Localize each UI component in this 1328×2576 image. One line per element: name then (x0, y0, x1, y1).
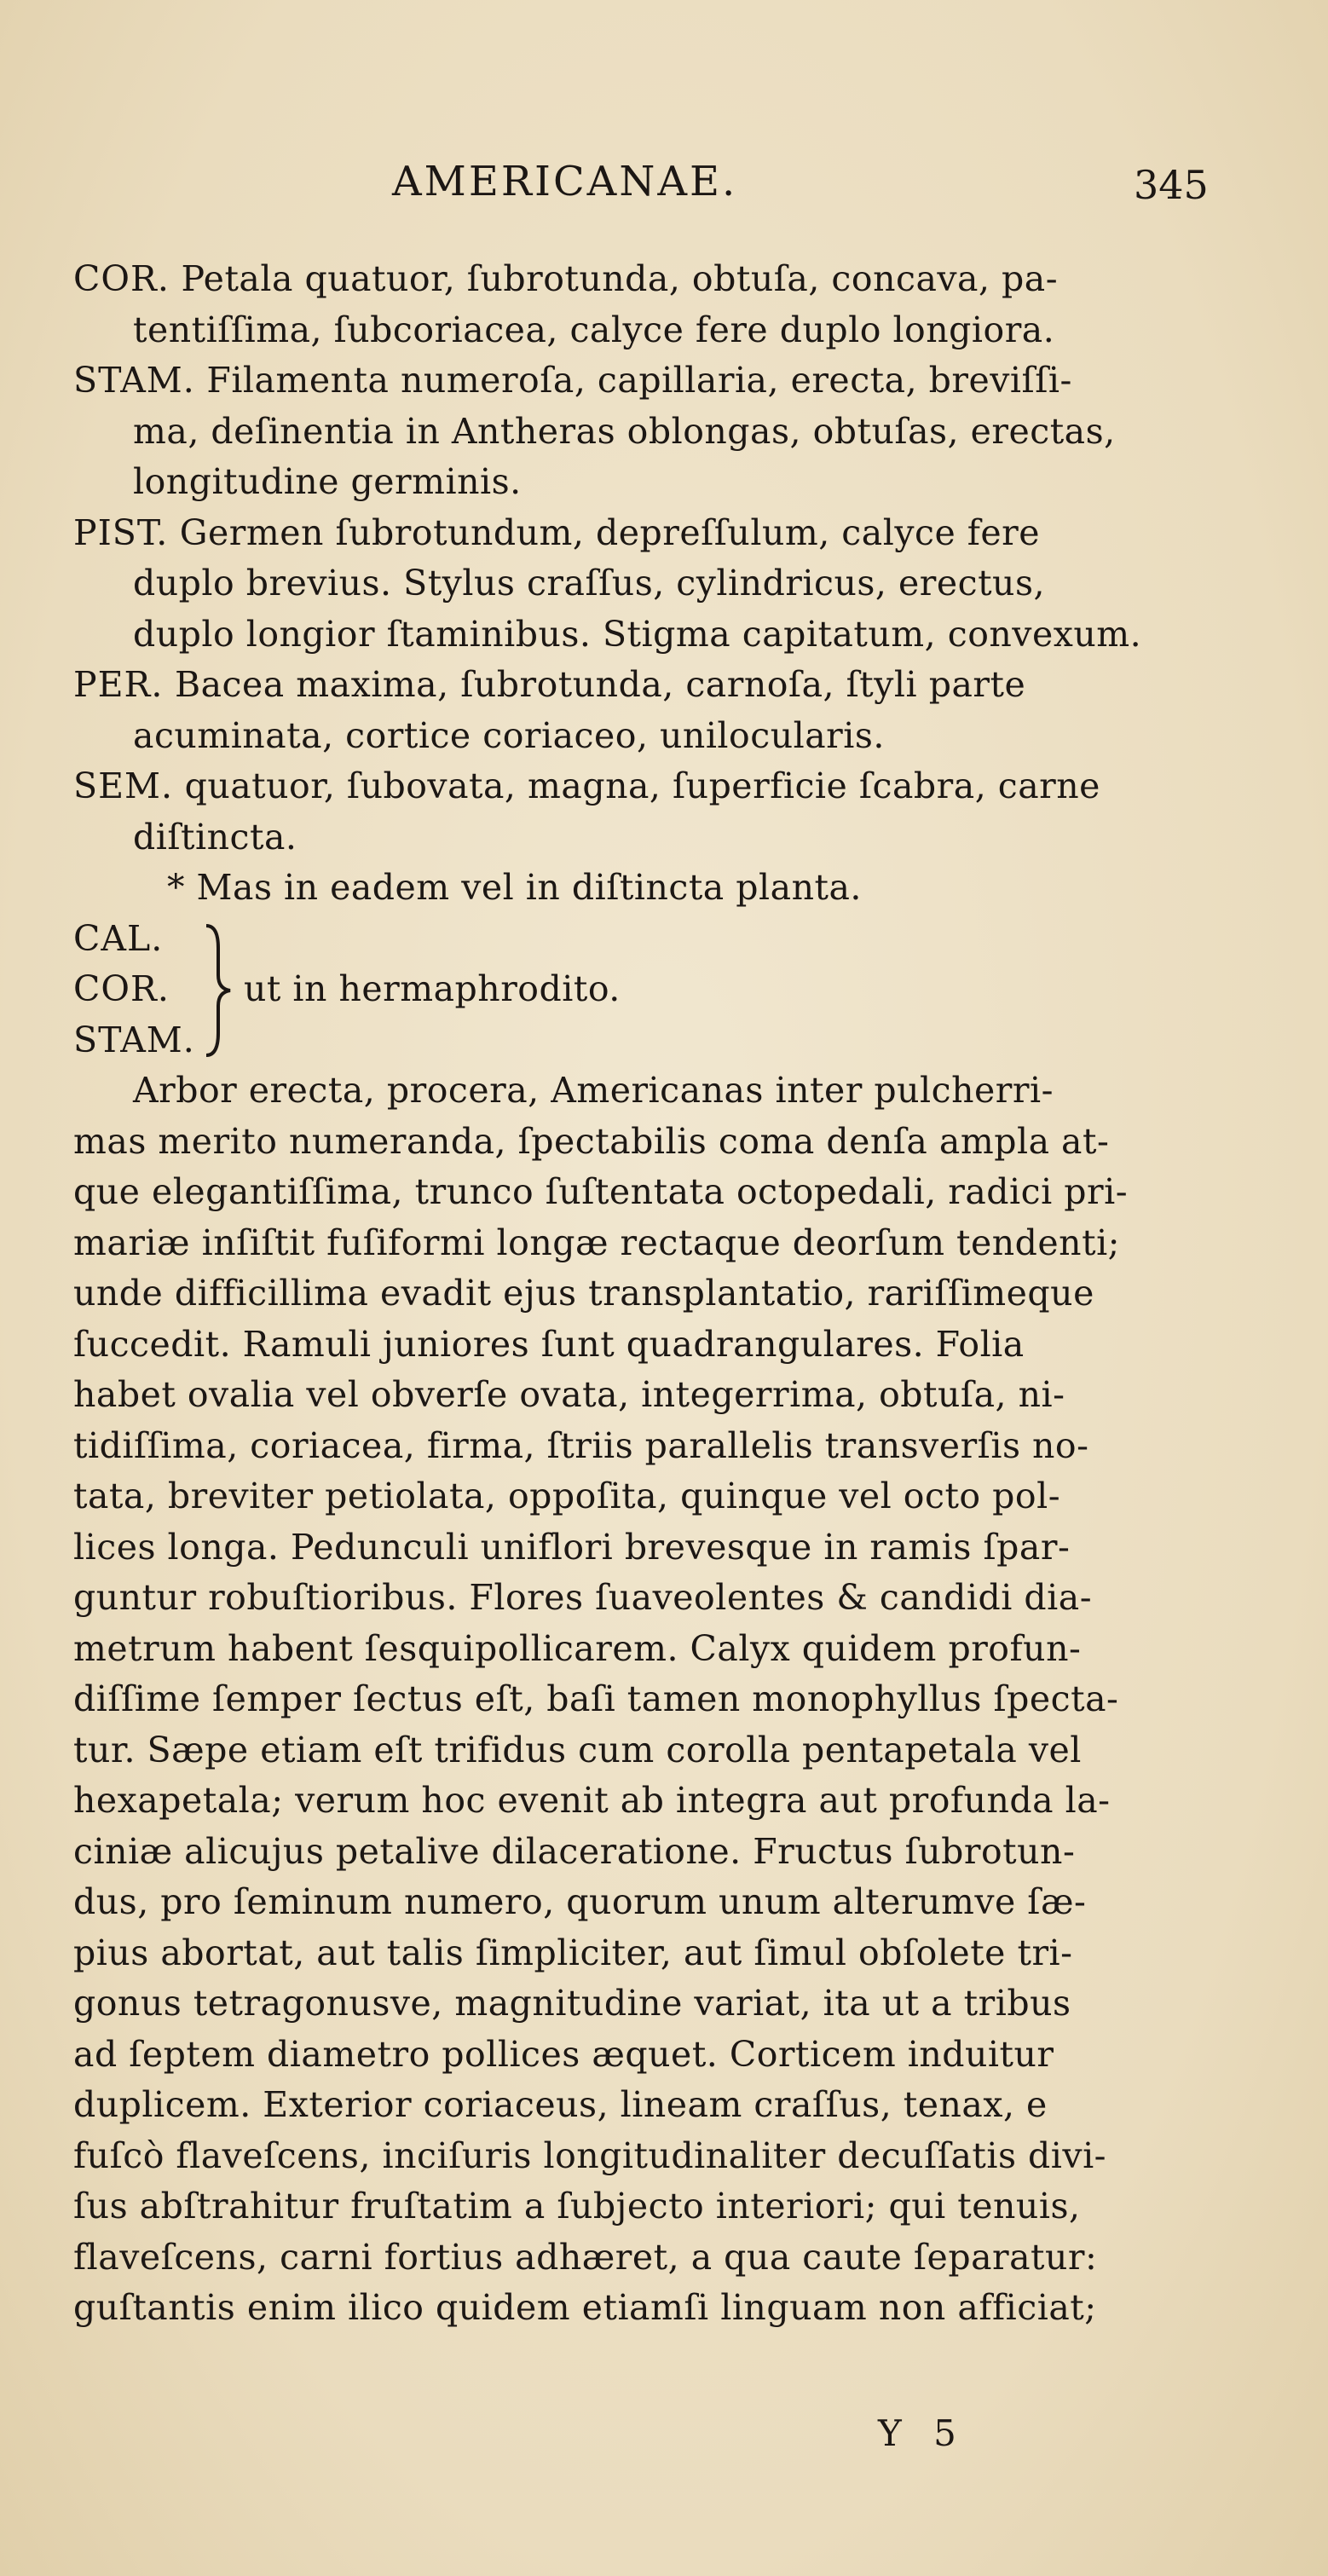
paragraph-line: ciniæ alicujus petalive dilaceratione. Fructus ſubrotun- (73, 1830, 1076, 1872)
paragraph-line: flaveſcens, carni fortius adhæret, a qua caute ſeparatur: (73, 2236, 1098, 2278)
paragraph-line: tur. Sæpe etiam eſt trifidus cum corolla pentapetala vel (73, 1729, 1082, 1770)
paragraph-line: duplicem. Exterior coriaceus, lineam craſſus, tenax, e (73, 2084, 1048, 2125)
running-head: AMERICANAE. (392, 158, 738, 205)
brace-text: ut in hermaphrodito. (244, 968, 621, 1009)
paragraph-line: diſſime ſemper ſectus eſt, baſi tamen monophyllus ſpecta- (73, 1678, 1119, 1719)
text-line: PIST. Germen ſubrotundum, depreſſulum, calyce fere (73, 511, 1041, 553)
paragraph-line: pius abortat, aut talis ſimpliciter, aut ſimul obſolete tri- (73, 1932, 1073, 1973)
paragraph-line: mariæ inſiſtit fuſiformi longæ rectaque deorſum tendenti; (73, 1222, 1120, 1263)
page-number: 345 (1134, 162, 1209, 208)
text-line: SEM. quatuor, ſubovata, magna, ſuperficie ſcabra, carne (73, 765, 1100, 806)
paragraph-line: gonus tetragonusve, magnitudine variat, ita ut a tribus (73, 1983, 1071, 2024)
text-line: COR. Petala quatuor, ſubrotunda, obtuſa, concava, pa- (73, 258, 1059, 299)
paragraph-line: unde difficillima evadit ejus transplantatio, rariſſimeque (73, 1273, 1094, 1314)
paragraph-line: ad ſeptem diametro pollices æquet. Corticem induitur (73, 2033, 1054, 2075)
paragraph-line: lices longa. Pedunculi uniflori brevesque in ramis ſpar- (73, 1526, 1071, 1568)
brace-group (73, 914, 1267, 1066)
text-line: STAM. Filamenta numeroſa, capillaria, erecta, breviſſi- (73, 360, 1072, 401)
entry-label: COR. (73, 258, 170, 299)
brace-label: STAM. (73, 1019, 195, 1060)
paragraph-line: metrum habent ſesquipollicarem. Calyx quidem profun- (73, 1627, 1082, 1669)
description-paragraph (73, 1066, 1267, 2334)
paragraph-line: hexapetala; verum hoc evenit ab integra aut profunda la- (73, 1780, 1111, 1821)
text-line: ma, deſinentia in Antheras oblongas, obtuſas, erectas, (133, 410, 1116, 452)
body-text (73, 254, 1267, 2334)
brace-icon (201, 922, 235, 1059)
entry-label: SEM. (73, 765, 174, 806)
text-line: acuminata, cortice coriaceo, unilocularis. (133, 714, 885, 756)
brace-label: COR. (73, 968, 170, 1009)
entry-label: PIST. (73, 511, 169, 553)
text-line: tentiſſima, ſubcoriacea, calyce fere duplo longiora. (133, 309, 1055, 350)
paragraph-line: ſuccedit. Ramuli juniores ſunt quadrangulares. Folia (73, 1323, 1025, 1365)
paragraph-line: Arbor erecta, procera, Americanas inter pulcherri- (133, 1070, 1054, 1111)
paragraph-line: tata, breviter petiolata, oppoſita, quinque vel octo pol- (73, 1476, 1061, 1516)
paragraph-line: mas merito numeranda, ſpectabilis coma denſa ampla at- (73, 1120, 1110, 1162)
paragraph-line: dus, pro ſeminum numero, quorum unum alterumve ſæ- (73, 1881, 1087, 1922)
brace-label: CAL. (73, 917, 164, 959)
paragraph-line: habet ovalia vel obverſe ovata, integerrima, obtuſa, ni- (73, 1374, 1065, 1415)
paragraph-line: tidiſſima, coriacea, firma, ſtriis parallelis transverſis no- (73, 1424, 1089, 1466)
paragraph-line: guntur robuſtioribus. Flores ſuaveolentes & candidi dia- (73, 1577, 1093, 1618)
paragraph-line: que elegantiſſima, trunco ſuſtentata octopedali, radici pri- (73, 1171, 1129, 1212)
text-line: longitudine germinis. (133, 461, 522, 502)
paragraph-line: guſtantis enim ilico quidem etiamſi linguam non afficiat; (73, 2287, 1097, 2328)
text-line: diſtincta. (133, 816, 297, 858)
mas-heading: * Mas in eadem vel in diſtincta planta. (167, 867, 862, 908)
paragraph-line: ſus abſtrahitur fruſtatim a ſubjecto interiori; qui tenuis, (73, 2186, 1081, 2227)
text-line: duplo brevius. Stylus craſſus, cylindricus, erectus, (133, 563, 1046, 604)
page-header (0, 158, 1328, 217)
paragraph-line: fuſcò flaveſcens, inciſuris longitudinaliter decuſſatis divi- (73, 2134, 1107, 2176)
text-line: PER. Bacea maxima, ſubrotunda, carnoſa, ſtyli parte (73, 664, 1026, 705)
entry-label: STAM. (73, 360, 195, 401)
entry-label: PER. (73, 664, 164, 705)
text-line: duplo longior ſtaminibus. Stigma capitatum, convexum. (133, 613, 1142, 655)
signature-mark: Y 5 (878, 2412, 967, 2454)
